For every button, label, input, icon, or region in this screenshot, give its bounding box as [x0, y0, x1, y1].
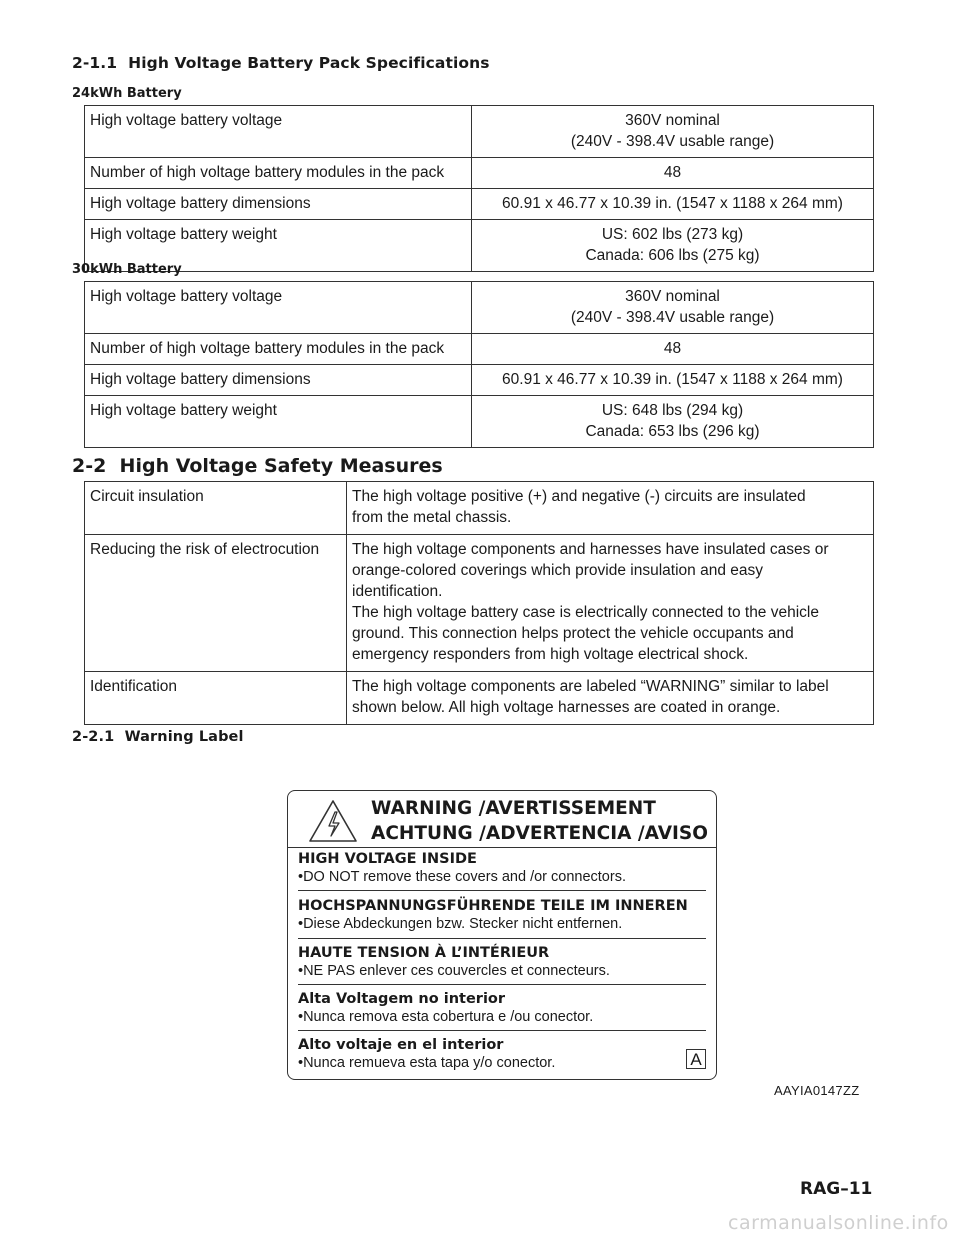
- battery-30kwh-label: 30kWh Battery: [72, 262, 182, 277]
- safety-measures-table: [84, 481, 874, 725]
- section-heading-2-2: 2-2 High Voltage Safety Measures: [72, 455, 443, 477]
- warning-label-figure: [287, 790, 717, 1080]
- table-row: [85, 365, 874, 396]
- measure-label: Reducing the risk of electrocution: [85, 535, 347, 672]
- measure-text: The high voltage positive (+) and negative (-) circuits are insulated from the metal chassis.: [347, 482, 874, 535]
- table-row: [85, 189, 874, 220]
- label-section-pt: Alta Voltagem no interior •Nunca remova esta cobertura e /ou conector.: [298, 991, 594, 1025]
- table-row: [85, 220, 874, 272]
- lightning-bolt-triangle-icon: [308, 799, 358, 843]
- spec-label: High voltage battery weight: [85, 220, 472, 272]
- measure-text: The high voltage components are labeled “WARNING” similar to label shown below. All high voltage harnesses are coated in orange.: [347, 672, 874, 725]
- spec-value: 60.91 x 46.77 x 10.39 in. (1547 x 1188 x 264 mm): [472, 189, 874, 220]
- spec-value: 48: [472, 334, 874, 365]
- label-section-de: HOCHSPANNUNGSFÜHRENDE TEILE IM INNEREN •Diese Abdeckungen bzw. Stecker nicht entfernen.: [298, 898, 688, 932]
- corner-mark: A: [686, 1049, 706, 1069]
- spec-value: 360V nominal (240V - 398.4V usable range): [472, 106, 874, 158]
- page-number: RAG–11: [800, 1179, 873, 1199]
- spec-value: US: 648 lbs (294 kg) Canada: 653 lbs (296 kg): [472, 396, 874, 448]
- table-row: [85, 672, 874, 725]
- label-section-fr: HAUTE TENSION À L’INTÉRIEUR •NE PAS enlever ces couvercles et connecteurs.: [298, 945, 610, 979]
- label-section-es: Alto voltaje en el interior •Nunca remueva esta tapa y/o conector.: [298, 1037, 556, 1071]
- table-row: [85, 158, 874, 189]
- spec-value: US: 602 lbs (273 kg) Canada: 606 lbs (275 kg): [472, 220, 874, 272]
- measure-label: Identification: [85, 672, 347, 725]
- spec-value: 48: [472, 158, 874, 189]
- watermark: carmanualsonline.info: [728, 1212, 949, 1234]
- section-divider: [298, 938, 706, 939]
- spec-value: 360V nominal (240V - 398.4V usable range): [472, 282, 874, 334]
- header-divider: [288, 847, 716, 848]
- battery-30kwh-spec-table: [84, 281, 874, 448]
- spec-label: High voltage battery weight: [85, 396, 472, 448]
- section-heading-2-1-1: 2-1.1 High Voltage Battery Pack Specifications: [72, 54, 490, 72]
- spec-label: High voltage battery dimensions: [85, 189, 472, 220]
- section-divider: [298, 984, 706, 985]
- spec-label: High voltage battery voltage: [85, 282, 472, 334]
- battery-24kwh-label: 24kWh Battery: [72, 86, 182, 101]
- spec-value: 60.91 x 46.77 x 10.39 in. (1547 x 1188 x 264 mm): [472, 365, 874, 396]
- measure-text: The high voltage components and harnesses have insulated cases or orange-colored coverings which provide insulation and easy identification. The high voltage battery case is electrically connected to the vehicle ground. This connection helps protect the vehicle occupants and emergency responders from high voltage electrical shock.: [347, 535, 874, 672]
- section-divider: [298, 890, 706, 891]
- spec-label: Number of high voltage battery modules in the pack: [85, 334, 472, 365]
- table-row: [85, 482, 874, 535]
- spec-label: High voltage battery voltage: [85, 106, 472, 158]
- spec-label: Number of high voltage battery modules in the pack: [85, 158, 472, 189]
- section-heading-2-2-1: 2-2.1 Warning Label: [72, 729, 244, 745]
- figure-code: AAYIA0147ZZ: [774, 1083, 860, 1098]
- table-row: [85, 334, 874, 365]
- measure-label: Circuit insulation: [85, 482, 347, 535]
- spec-label: High voltage battery dimensions: [85, 365, 472, 396]
- section-divider: [298, 1030, 706, 1031]
- label-section-en: HIGH VOLTAGE INSIDE •DO NOT remove these covers and /or connectors.: [298, 851, 626, 885]
- warning-header: WARNING /AVERTISSEMENT ACHTUNG /ADVERTENCIA /AVISO: [371, 798, 708, 844]
- table-row: [85, 282, 874, 334]
- battery-24kwh-spec-table: [84, 105, 874, 272]
- table-row: [85, 396, 874, 448]
- table-row: [85, 106, 874, 158]
- table-row: [85, 535, 874, 672]
